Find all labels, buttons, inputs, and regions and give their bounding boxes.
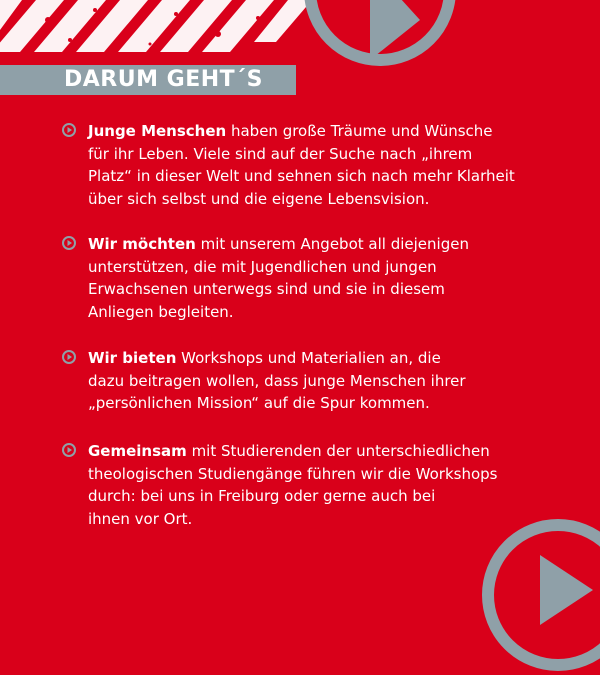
list-item [62,347,542,415]
item-line: Platz“ in dieser Welt und sehnen sich nach mehr Klarheit [88,167,515,186]
item-line: theologischen Studiengänge führen wir die Workshops [88,464,498,483]
list-item [62,233,542,323]
item-line: für ihr Leben. Viele sind auf der Suche nach „ihrem [88,144,473,163]
play-circle-icon [62,123,76,137]
item-line: ihnen vor Ort. [88,509,193,528]
page-title: DARUM GEHT´S [64,67,263,92]
play-button-icon [478,515,600,675]
item-lead: Wir möchten [88,235,196,253]
hazard-stripes [0,0,320,52]
item-line: Workshops und Materialien an, die [176,349,441,367]
item-line: Anliegen begleiten. [88,302,234,321]
list-item [62,440,542,530]
item-lead: Junge Menschen [88,122,227,140]
play-button-icon [300,0,460,70]
play-circle-icon [62,236,76,250]
item-lead: Wir bieten [88,349,177,367]
item-line: dazu beitragen wollen, dass junge Menschen ihrer [88,371,466,390]
item-line: unterstützen, die mit Jugendlichen und jungen [88,257,437,276]
play-circle-icon [62,350,76,364]
item-line: mit Studierenden der unterschiedlichen [186,442,490,460]
item-line: „persönlichen Mission“ auf die Spur kommen. [88,394,430,413]
item-lead: Gemeinsam [88,442,187,460]
item-line: haben große Träume und Wünsche [226,122,493,140]
heading-banner [0,65,296,95]
item-line: durch: bei uns in Freiburg oder gerne auch bei [88,487,436,506]
play-circle-icon [62,443,76,457]
item-line: mit unserem Angebot all diejenigen [195,235,469,253]
item-line: über sich selbst und die eigene Lebensvision. [88,189,430,208]
list-item [62,120,542,210]
item-line: Erwachsenen unterwegs sind und sie in diesem [88,280,445,299]
